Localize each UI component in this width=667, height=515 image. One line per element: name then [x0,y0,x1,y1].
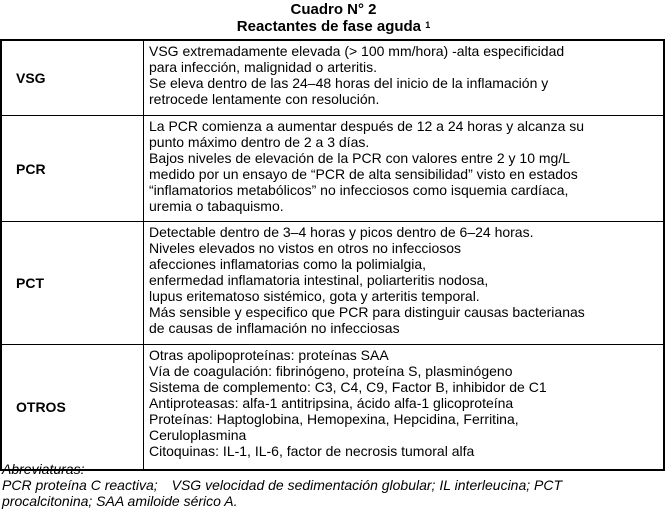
content-line: “inflamatorios metabólicos” no infecciosos como isquemia cardíaca, [149,182,569,198]
row-label-vsg: VSG [1,40,144,116]
row-label-pct: PCT [1,222,144,345]
abbreviations-line-end: procalcitonina; SAA amiloide sérico A. [2,493,238,509]
table-caption-number: Cuadro N° 2 [290,1,377,18]
row-content-otros [144,345,665,471]
content-line: Ceruloplasmina [149,427,247,443]
row-content-vsg [144,40,665,116]
reactants-table [0,39,665,471]
content-line: VSG extremadamente elevada (> 100 mm/hora) -alta especificidad [149,43,565,59]
footnote-mark: 1 [425,20,431,30]
table-row-otros [1,345,664,471]
row-content-pct [144,222,665,345]
content-line: Antiproteasas: alfa-1 antitripsina, ácido alfa-1 glicoproteína [149,395,514,411]
content-line: de causas de inflamación no infecciosas [149,320,400,336]
content-line: Se eleva dentro de las 24–48 horas del inicio de la inflamación y [149,75,549,91]
content-line: Citoquinas: IL-1, IL-6, factor de necrosis tumoral alfa [149,443,475,459]
content-line: Niveles elevados no vistos en otros no infecciosos [149,240,462,256]
content-line: lupus eritematoso sistémico, gota y arteritis temporal. [149,288,480,304]
row-label-pcr: PCR [1,116,144,222]
content-line: La PCR comienza a aumentar después de 12 a 24 horas y alcanza su [149,118,585,134]
content-line: punto máximo dentro de 2 a 3 días. [149,134,370,150]
content-line: Vía de coagulación: fibrinógeno, proteína S, plasminógeno [149,363,513,379]
table-row-vsg [1,40,664,116]
table-row-pct [1,222,664,345]
content-line: Detectable dentro de 3–4 horas y picos dentro de 6–24 horas. [149,224,534,240]
content-line: Proteínas: Haptoglobina, Hemopexina, Hepcidina, Ferritina, [149,411,519,427]
abbreviations-line [2,477,667,493]
table-caption-title: Reactantes de fase aguda $^1$ [236,18,431,35]
content-line: uremia o tabaquismo. [149,198,284,214]
content-line: Otras apolipoproteínas: proteínas SAA [149,347,389,363]
content-line: Sistema de complemento: C3, C4, C9, Factor B, inhibidor de C1 [149,379,547,395]
content-line: medido por un ensayo de “PCR de alta sensibilidad” visto en estados [149,166,578,182]
content-line: Más sensible y especifico que PCR para distinguir causas bacterianas [149,304,585,320]
abbreviation-vsg: VSG velocidad de sedimentación globular; IL interleucina; PCT [171,477,563,493]
abbreviation-pcr: PCR proteína C reactiva; [2,477,158,493]
row-content-pcr [144,116,665,222]
content-line: para infección, malignidad o arteritis. [149,59,378,75]
content-line: enfermedad inflamatoria intestinal, poliarteritis nodosa, [149,272,489,288]
table-row-pcr [1,116,664,222]
content-line: afecciones inflamatorias como la polimialgia, [149,256,427,272]
content-line: Bajos niveles de elevación de la PCR con valores entre 2 y 10 mg/L [149,150,571,166]
row-label-otros: OTROS [1,345,144,471]
content-line: retrocede lentamente con resolución. [149,91,380,107]
abbreviations-heading: Abreviaturas: [2,461,85,477]
